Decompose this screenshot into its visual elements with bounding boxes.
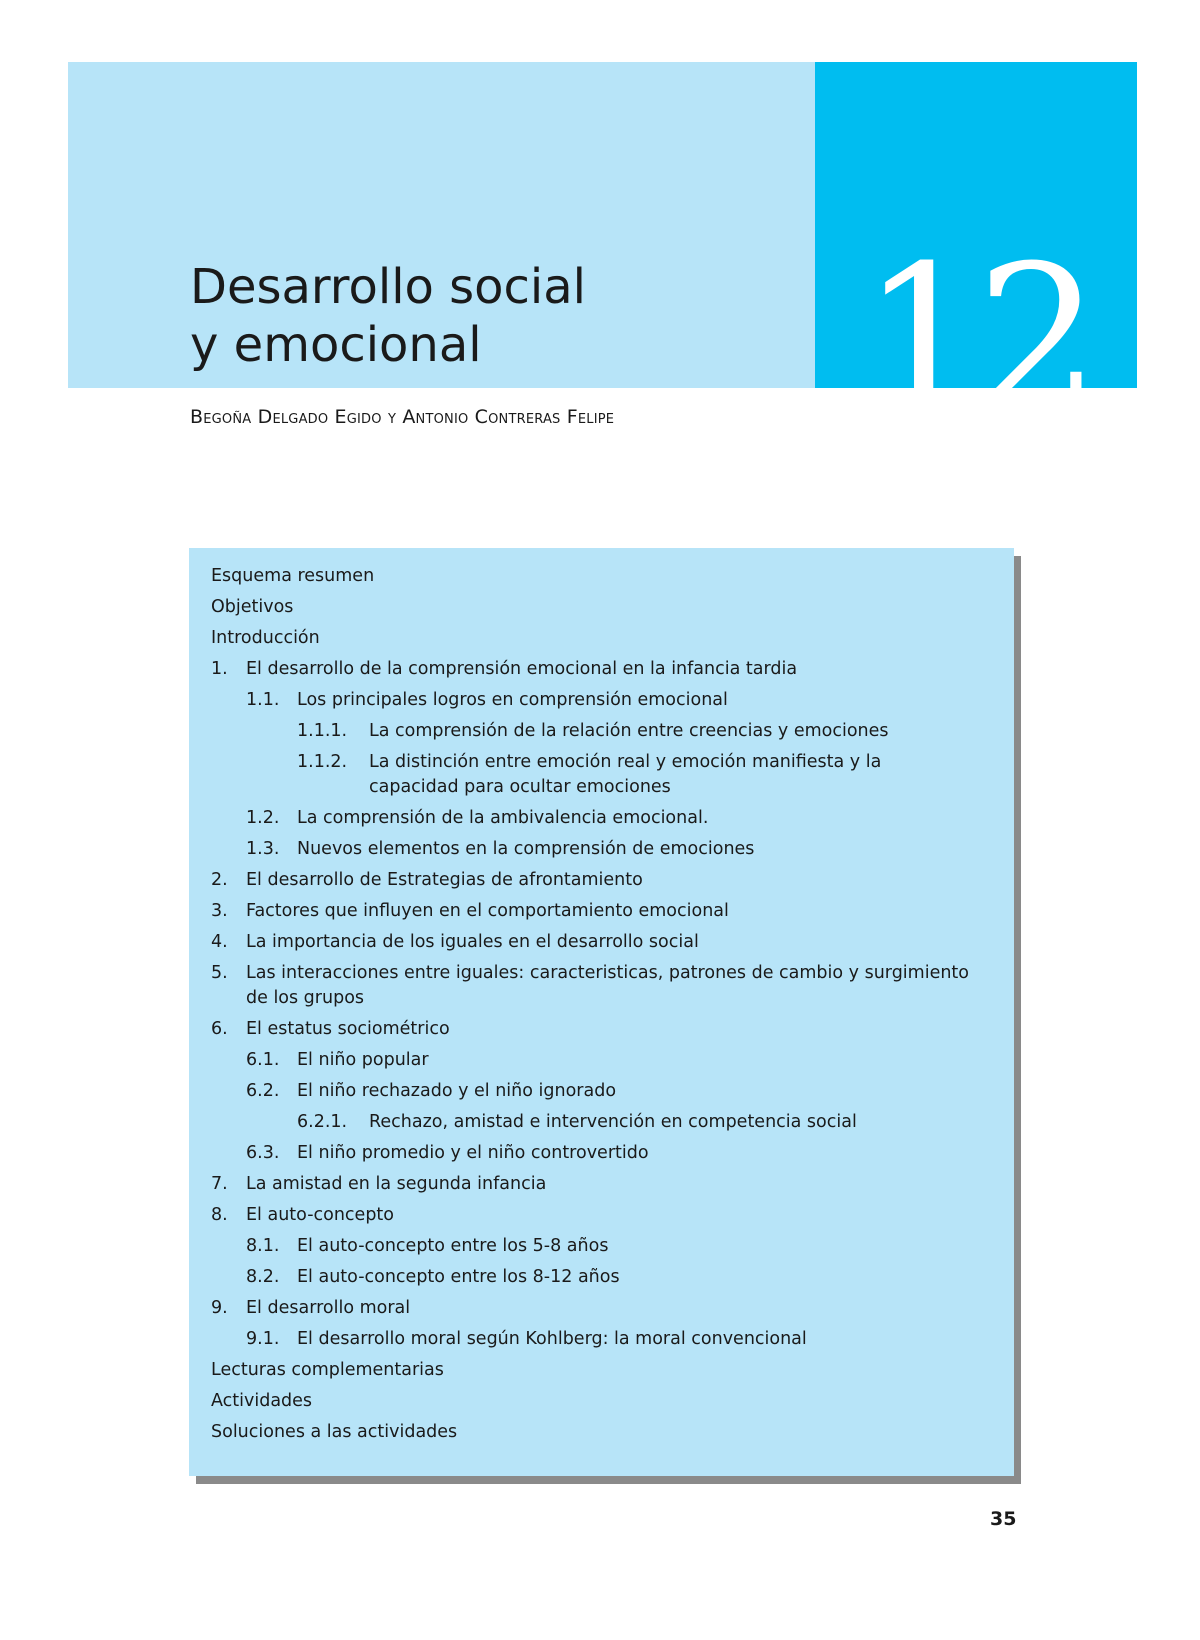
toc-item-number: 1.1.	[246, 690, 280, 710]
toc-item	[189, 1017, 1014, 1042]
toc-item	[189, 1048, 1014, 1073]
toc-item-number: 6.2.	[246, 1081, 280, 1101]
toc-item	[189, 1327, 1014, 1352]
toc-item-text: Lecturas complementarias	[211, 1360, 444, 1380]
toc-item-text: El niño popular	[297, 1050, 429, 1070]
toc-item-text: Factores que influyen en el comportamiento emocional	[246, 901, 729, 921]
toc-item-text: El auto-concepto entre los 5-8 años	[297, 1236, 609, 1256]
toc-item-number: 6.2.1.	[297, 1112, 348, 1132]
toc-item	[189, 1234, 1014, 1259]
toc-item-number: 6.1.	[246, 1050, 280, 1070]
toc-item	[189, 564, 1014, 589]
toc-item-text: El desarrollo moral	[246, 1298, 411, 1318]
toc-item-number: 1.1.2.	[297, 752, 348, 772]
toc-item-text: El desarrollo moral según Kohlberg: la moral convencional	[297, 1329, 807, 1349]
toc-item-text: La distinción entre emoción real y emoción manifiesta y la capacidad para ocultar emociones	[369, 752, 882, 797]
toc-item	[189, 595, 1014, 620]
toc-item-text: Esquema resumen	[211, 566, 375, 586]
toc-item-number: 4.	[211, 932, 228, 952]
toc-item	[189, 806, 1014, 831]
toc-item	[189, 1265, 1014, 1290]
page-number: 35	[990, 1508, 1017, 1530]
toc-item-number: 9.1.	[246, 1329, 280, 1349]
chapter-number: 12	[861, 224, 1091, 452]
toc-item-number: 8.1.	[246, 1236, 280, 1256]
toc-item-number: 6.	[211, 1019, 228, 1039]
toc-item-text: Introducción	[211, 628, 320, 648]
toc-item	[189, 1172, 1014, 1197]
toc-item-number: 1.	[211, 659, 228, 679]
toc-item	[189, 750, 1014, 800]
toc-item-text: Objetivos	[211, 597, 294, 617]
chapter-authors: Begoña Delgado Egido y Antonio Contreras Felipe	[190, 406, 615, 428]
toc-item	[189, 899, 1014, 924]
toc-item	[189, 837, 1014, 862]
toc-item-text: La amistad en la segunda infancia	[246, 1174, 547, 1194]
chapter-title	[190, 258, 586, 374]
toc-item	[189, 1358, 1014, 1383]
toc-item-number: 1.3.	[246, 839, 280, 859]
toc-item-number: 1.1.1.	[297, 721, 348, 741]
toc-item-number: 8.	[211, 1205, 228, 1225]
toc-item-text: Las interacciones entre iguales: caracteristicas, patrones de cambio y surgimiento de los grupos	[246, 963, 969, 1008]
toc-item-number: 3.	[211, 901, 228, 921]
toc-item-text: Actividades	[211, 1391, 313, 1411]
toc-item-number: 7.	[211, 1174, 228, 1194]
toc-item	[189, 930, 1014, 955]
toc-item-number: 6.3.	[246, 1143, 280, 1163]
toc-item-text: El desarrollo de la comprensión emocional en la infancia tardia	[246, 659, 798, 679]
toc-item	[189, 719, 1014, 744]
toc-item-text: La comprensión de la ambivalencia emocional.	[297, 808, 709, 828]
toc-item-text: El desarrollo de Estrategias de afrontamiento	[246, 870, 643, 890]
toc-item	[189, 868, 1014, 893]
chapter-title-line-2: y emocional	[190, 317, 482, 373]
toc-item-number: 9.	[211, 1298, 228, 1318]
toc-item-text: El auto-concepto	[246, 1205, 394, 1225]
toc-item	[189, 1141, 1014, 1166]
toc-item	[189, 688, 1014, 713]
toc-item	[189, 1420, 1014, 1445]
toc-item-text: El niño promedio y el niño controvertido	[297, 1143, 649, 1163]
toc-item-text: El auto-concepto entre los 8-12 años	[297, 1267, 620, 1287]
toc-item	[189, 657, 1014, 682]
table-of-contents	[189, 548, 1014, 1476]
toc-item	[189, 1389, 1014, 1414]
toc-item-number: 1.2.	[246, 808, 280, 828]
toc-item	[189, 1203, 1014, 1228]
toc-item-number: 8.2.	[246, 1267, 280, 1287]
toc-item	[189, 1296, 1014, 1321]
toc-item	[189, 1110, 1014, 1135]
toc-item	[189, 1079, 1014, 1104]
toc-item-text: Los principales logros en comprensión emocional	[297, 690, 728, 710]
chapter-number-box	[815, 62, 1137, 452]
toc-item-text: El niño rechazado y el niño ignorado	[297, 1081, 617, 1101]
toc-item-text: La comprensión de la relación entre creencias y emociones	[369, 721, 889, 741]
toc-item-number: 5.	[211, 963, 228, 983]
toc-item-text: El estatus sociométrico	[246, 1019, 450, 1039]
toc-item-number: 2.	[211, 870, 228, 890]
toc-item	[189, 961, 1014, 1011]
toc-item	[189, 626, 1014, 651]
toc-item-text: Soluciones a las actividades	[211, 1422, 458, 1442]
toc-item-text: Rechazo, amistad e intervención en competencia social	[369, 1112, 857, 1132]
toc-item-text: Nuevos elementos en la comprensión de emociones	[297, 839, 755, 859]
toc-item-text: La importancia de los iguales en el desarrollo social	[246, 932, 699, 952]
chapter-title-line-1: Desarrollo social	[190, 259, 586, 315]
